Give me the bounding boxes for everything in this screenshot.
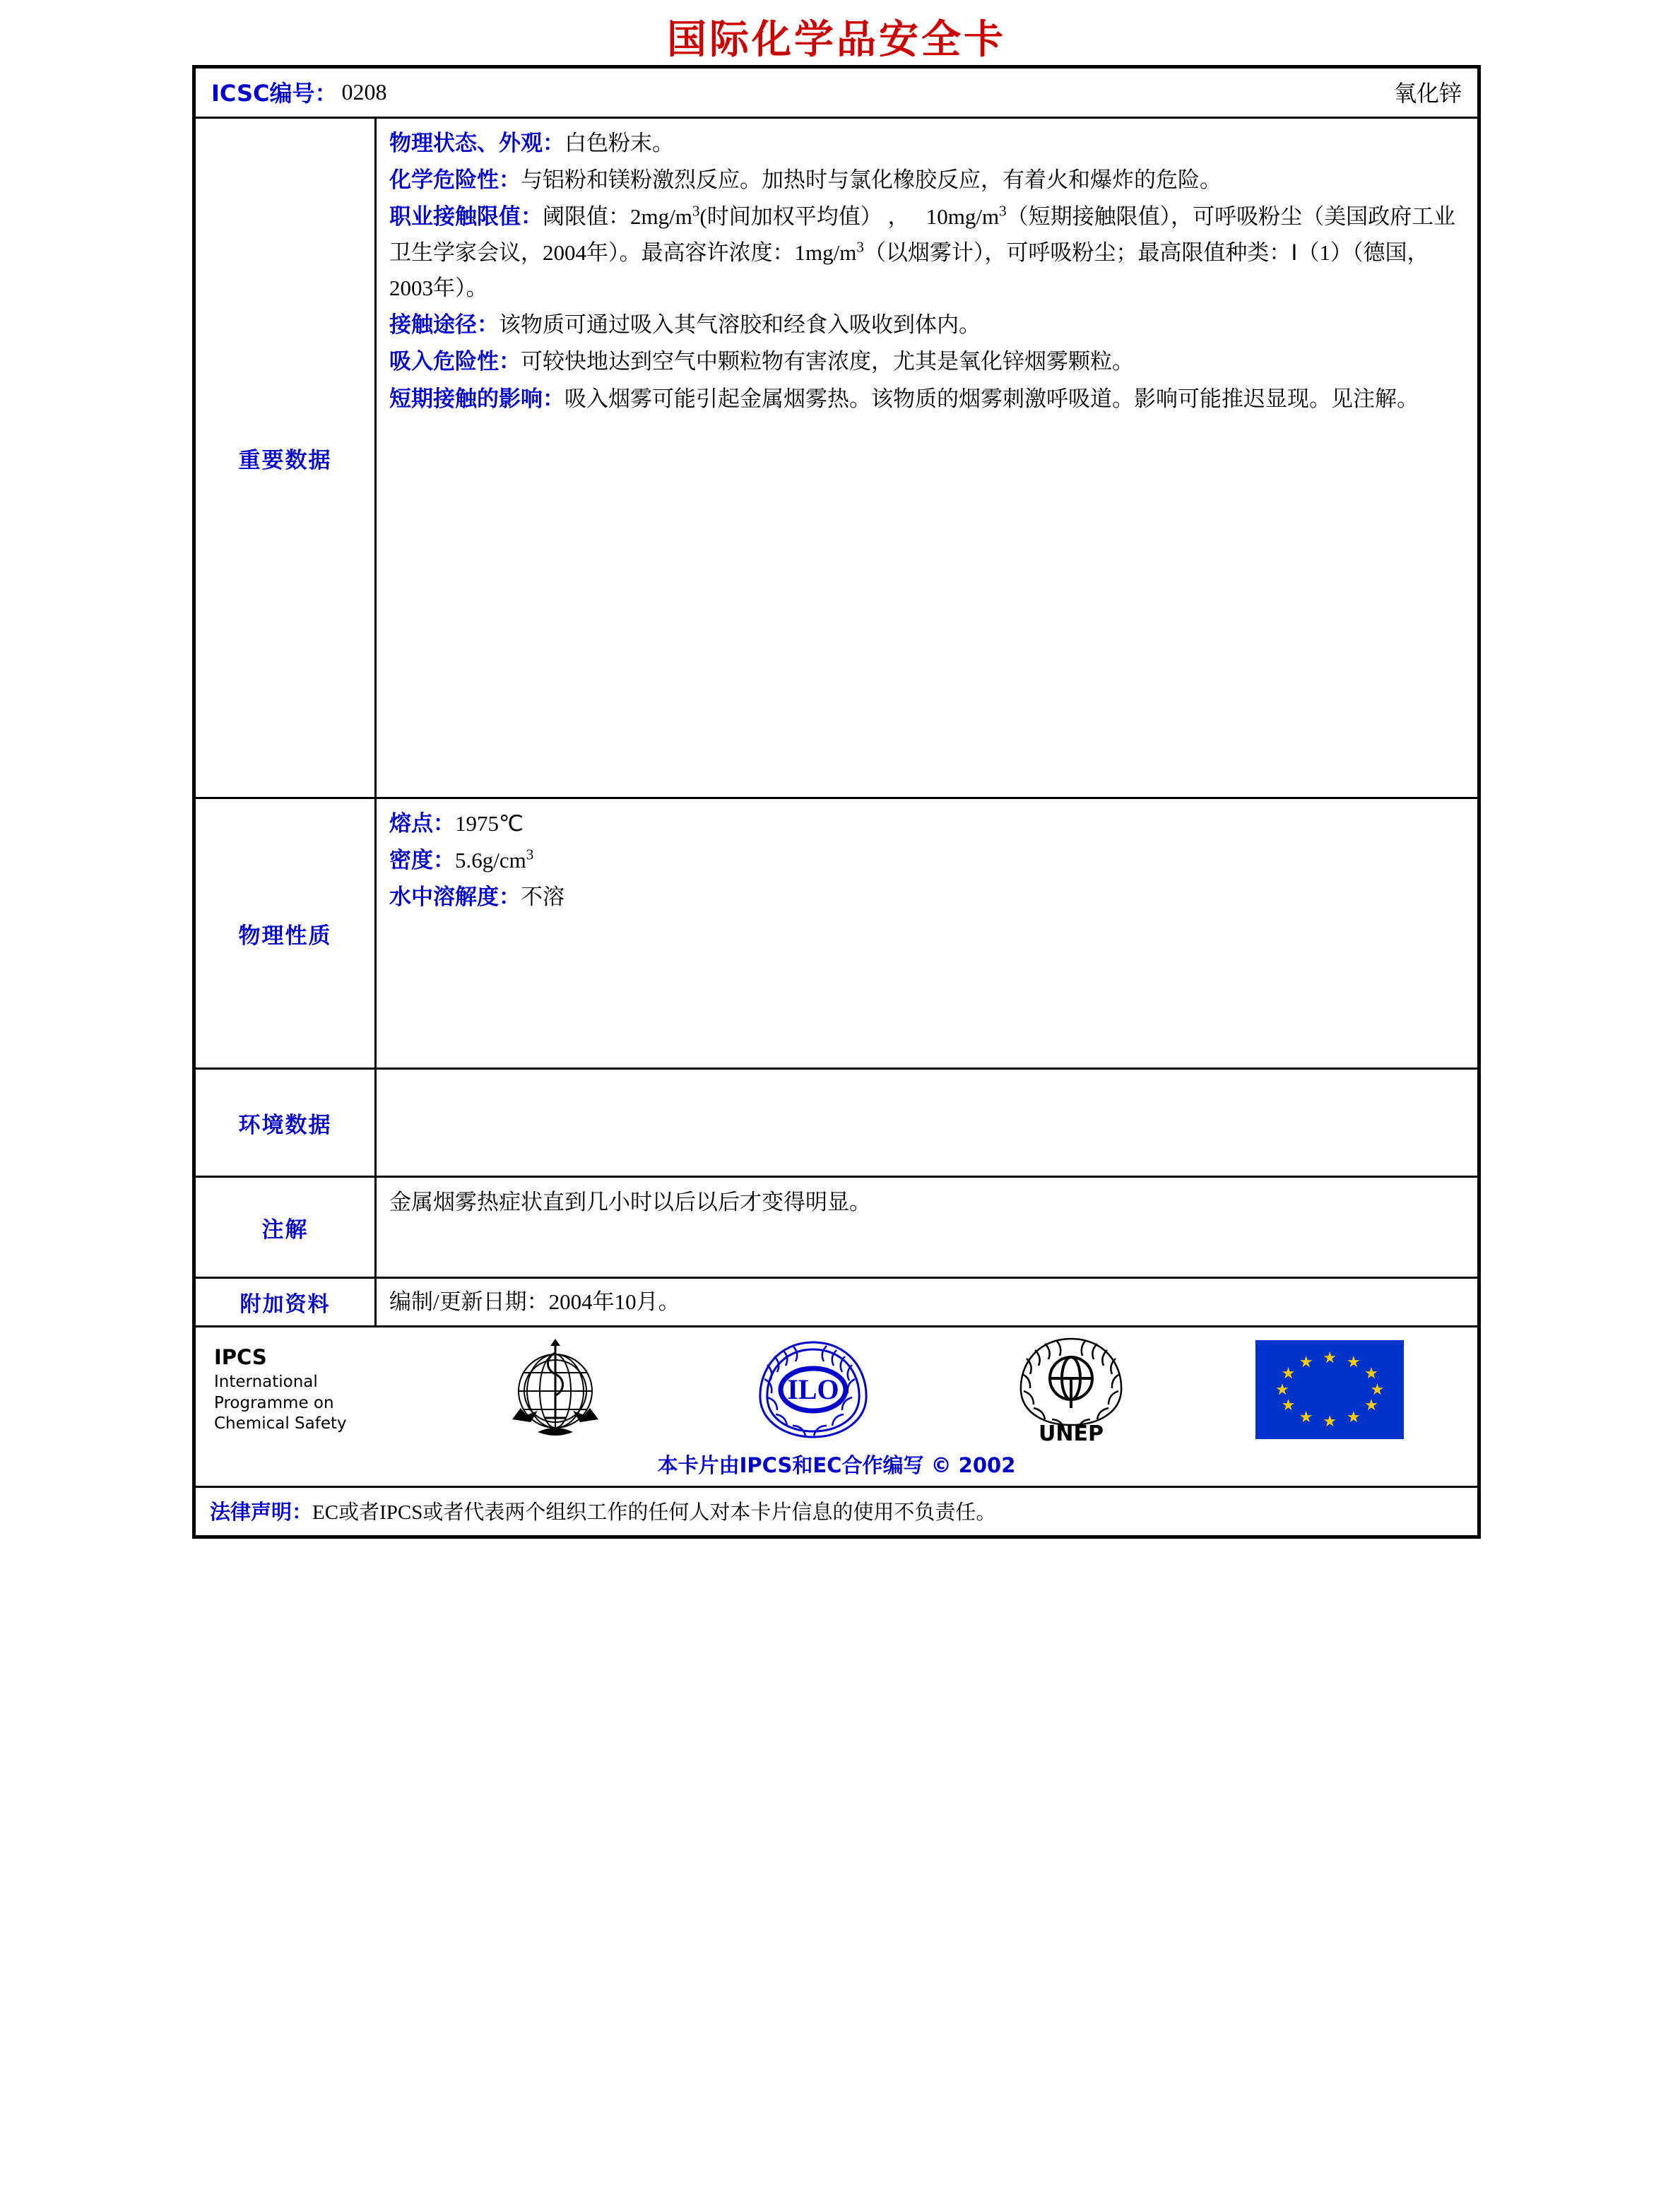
item-routes-of-exposure	[389, 307, 1465, 343]
ipcs-line2: Programme on	[214, 1393, 334, 1412]
unep-logo	[1003, 1335, 1140, 1444]
item-short-term-effects-value: 吸入烟雾可能引起金属烟雾热。该物质的烟雾刺激呼吸道。影响可能推迟显现。见注解。	[564, 386, 1419, 411]
item-appearance-key: 物理状态、外观：	[389, 131, 564, 156]
section-additional-info	[196, 1279, 1477, 1327]
section-content-environmental-data	[377, 1070, 1477, 1176]
item-short-term-effects-key: 短期接触的影响：	[389, 386, 564, 412]
section-content-important-data	[377, 119, 1477, 797]
item-inhalation-risk	[389, 344, 1465, 379]
section-important-data	[196, 119, 1477, 799]
safety-card	[192, 65, 1481, 1539]
ilo-logo-slot	[685, 1337, 943, 1443]
item-melting-point-key: 熔点：	[389, 811, 455, 836]
section-environmental-data	[196, 1070, 1477, 1178]
legal-notice	[196, 1488, 1477, 1535]
chemical-name: 氧化锌	[1393, 81, 1462, 106]
item-chemical-hazards-value: 与铝粉和镁粉激烈反应。加热时与氯化橡胶反应，有着火和爆炸的危险。	[521, 167, 1222, 193]
item-appearance	[389, 126, 1465, 161]
section-label-physical-properties: 物理性质	[196, 799, 377, 1067]
footer-credit: 本卡片由IPCS和EC合作编写 © 2002	[657, 1453, 1016, 1478]
item-melting-point	[389, 806, 1465, 841]
item-exposure-limits-key: 职业接触限值：	[389, 204, 543, 230]
legal-notice-label: 法律声明：	[210, 1500, 313, 1525]
item-inhalation-risk-value: 可较快地达到空气中颗粒物有害浓度，尤其是氧化锌烟雾颗粒。	[521, 349, 1134, 374]
item-water-solubility-value: 不溶	[521, 885, 564, 910]
section-content-notes: 金属烟雾热症状直到几小时以后以后才变得明显。	[389, 1190, 871, 1214]
card-header	[196, 69, 1477, 119]
legal-notice-text: EC或者IPCS或者代表两个组织工作的任何人对本卡片信息的使用不负责任。	[312, 1501, 997, 1525]
section-notes	[196, 1178, 1477, 1279]
eu-flag-slot	[1201, 1340, 1460, 1439]
item-routes-of-exposure-key: 接触途径：	[389, 312, 499, 338]
unep-logo-slot	[942, 1335, 1201, 1444]
svg-text:UNEP: UNEP	[1039, 1421, 1104, 1445]
eu-flag: ★ ★ ★ ★ ★ ★ ★ ★ ★ ★ ★ ★	[1255, 1340, 1404, 1439]
item-density-key: 密度：	[389, 848, 455, 874]
section-content-physical-properties	[377, 799, 1477, 1067]
section-label-notes: 注解	[196, 1178, 377, 1277]
who-logo-slot	[426, 1335, 685, 1444]
item-water-solubility-key: 水中溶解度：	[389, 885, 521, 911]
item-routes-of-exposure-value: 该物质可通过吸入其气溶胶和经食入吸收到体内。	[499, 312, 981, 338]
item-inhalation-risk-key: 吸入危险性：	[389, 349, 521, 375]
icsc-number-label: ICSC编号：	[211, 80, 338, 107]
section-label-environmental-data: 环境数据	[196, 1070, 377, 1176]
item-exposure-limits-value: 阈限值：$2mg/m^3$(时间加权平均值） ， $10mg/m^3$（短期接触限值），可呼吸粉尘（美国政府工业卫生学家会议，2004年）。最高容许浓度：$1mg/m^3$（以烟雾计），可呼吸粉尘；最高限值种类：Ⅰ（1）（德国，2003年）。	[389, 203, 1456, 300]
item-appearance-value: 白色粉末。	[564, 131, 674, 155]
section-physical-properties	[196, 799, 1477, 1070]
item-chemical-hazards-key: 化学危险性：	[389, 167, 521, 194]
ipcs-text-block	[214, 1344, 426, 1434]
item-melting-point-value: 1975℃	[455, 811, 524, 836]
ilo-logo	[746, 1337, 880, 1443]
item-density	[389, 843, 1465, 878]
item-density-value: $5.6g/cm^3$	[455, 846, 534, 873]
ipcs-abbr: IPCS	[214, 1345, 267, 1369]
ipcs-line1: International	[214, 1373, 318, 1392]
page-title: 国际化学品安全卡	[667, 17, 1006, 63]
item-exposure-limits	[389, 199, 1465, 306]
item-water-solubility	[389, 880, 1465, 915]
item-chemical-hazards	[389, 162, 1465, 198]
section-content-additional-info: 编制/更新日期：2004年10月。	[389, 1289, 680, 1314]
footer-logos	[196, 1327, 1477, 1488]
ipcs-line3: Chemical Safety	[214, 1414, 347, 1433]
section-label-important-data: 重要数据	[196, 119, 377, 797]
who-logo	[495, 1335, 615, 1444]
icsc-number-value: 0208	[341, 78, 387, 105]
svg-text:ILO: ILO	[787, 1373, 839, 1405]
item-short-term-effects	[389, 382, 1465, 417]
section-label-additional-info: 附加资料	[196, 1279, 377, 1325]
